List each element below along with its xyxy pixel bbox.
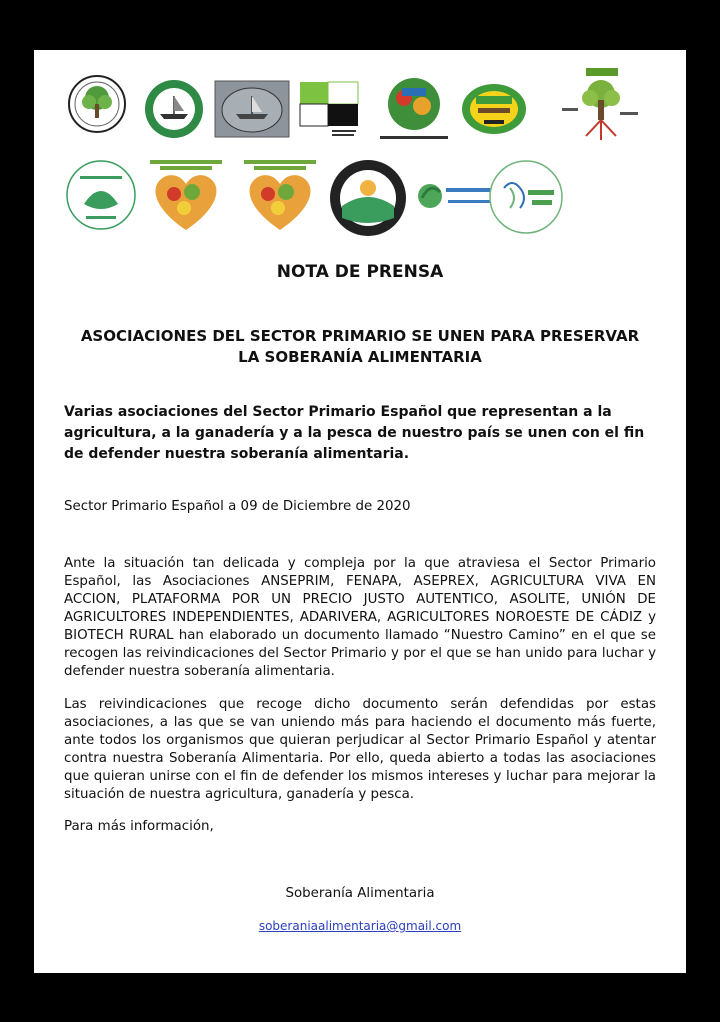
union-agricultores-heart-logo-2 (240, 158, 320, 234)
body-paragraph-1: Ante la situación tan delicada y compleja por la que atraviesa el Sector Primario Español, las Asociaciones ANSEPRIM, FENAPA, ASEPREX, AGRICULTURA VIVA EN ACCION, PLATAFORMA POR UN PRECIO JUSTO AUTENTICO, ASOLITE, UNIÓN DE AGRICULTORES INDEPENDIENTES, ADARIVERA, AGRICULTORES NOROESTE DE CÁDIZ y BIOTECH RURAL han elaborado un documento llamado “Nuestro Camino” en el que se recogen las reivindicaciones del Sector Primario y por el que se han unido para luchar y defender nuestra soberanía alimentaria. (64, 556, 656, 679)
adarivera-logo (328, 158, 408, 238)
anseprim-logo (62, 74, 136, 140)
agricultura-viva-logo (372, 76, 456, 144)
union-agricultores-independientes-round-logo (64, 158, 138, 232)
asolite-logo (558, 66, 644, 148)
lead-paragraph: Varias asociaciones del Sector Primario Español que representan a la agricultura, a la ganadería y a la pesca de nuestro país se unen con el fin de defender nuestra soberanía alimentaria. (64, 404, 645, 462)
biotech-rural-logo (484, 158, 568, 236)
fenapa-round-logo (138, 78, 210, 140)
union-agricultores-heart-logo-1 (146, 158, 226, 234)
signature: Soberanía Alimentaria (285, 886, 435, 901)
email-link[interactable]: soberaniaalimentaria@gmail.com (258, 919, 462, 933)
press-release-page (34, 50, 686, 973)
aseprex-logo (296, 78, 366, 142)
date-line: Sector Primario Español a 09 de Diciembre de 2020 (64, 499, 411, 514)
contact-line: Para más información, (64, 819, 214, 834)
press-release-title: NOTA DE PRENSA (276, 262, 444, 282)
headline: ASOCIACIONES DEL SECTOR PRIMARIO SE UNEN PARA PRESERVAR LA SOBERANÍA ALIMENTARIA (80, 327, 640, 366)
precio-justo-logo (460, 82, 528, 136)
body-paragraph-2: Las reivindicaciones que recoge dicho documento serán defendidas por estas asociaciones, a las que se van uniendo más para haciendo el documento más fuerte, ante todos los organismos que quieran perjudicar al Sector Primario Español y atentar contra nuestra Soberanía Alimentaria. Por ello, queda abierto a todas las asociaciones que quieran unirse con el fin de defender los mismos intereses y luchar para mejorar la situación de nuestra agricultura, ganadería y pesca. (64, 697, 656, 802)
fenapa-logo (214, 80, 290, 138)
